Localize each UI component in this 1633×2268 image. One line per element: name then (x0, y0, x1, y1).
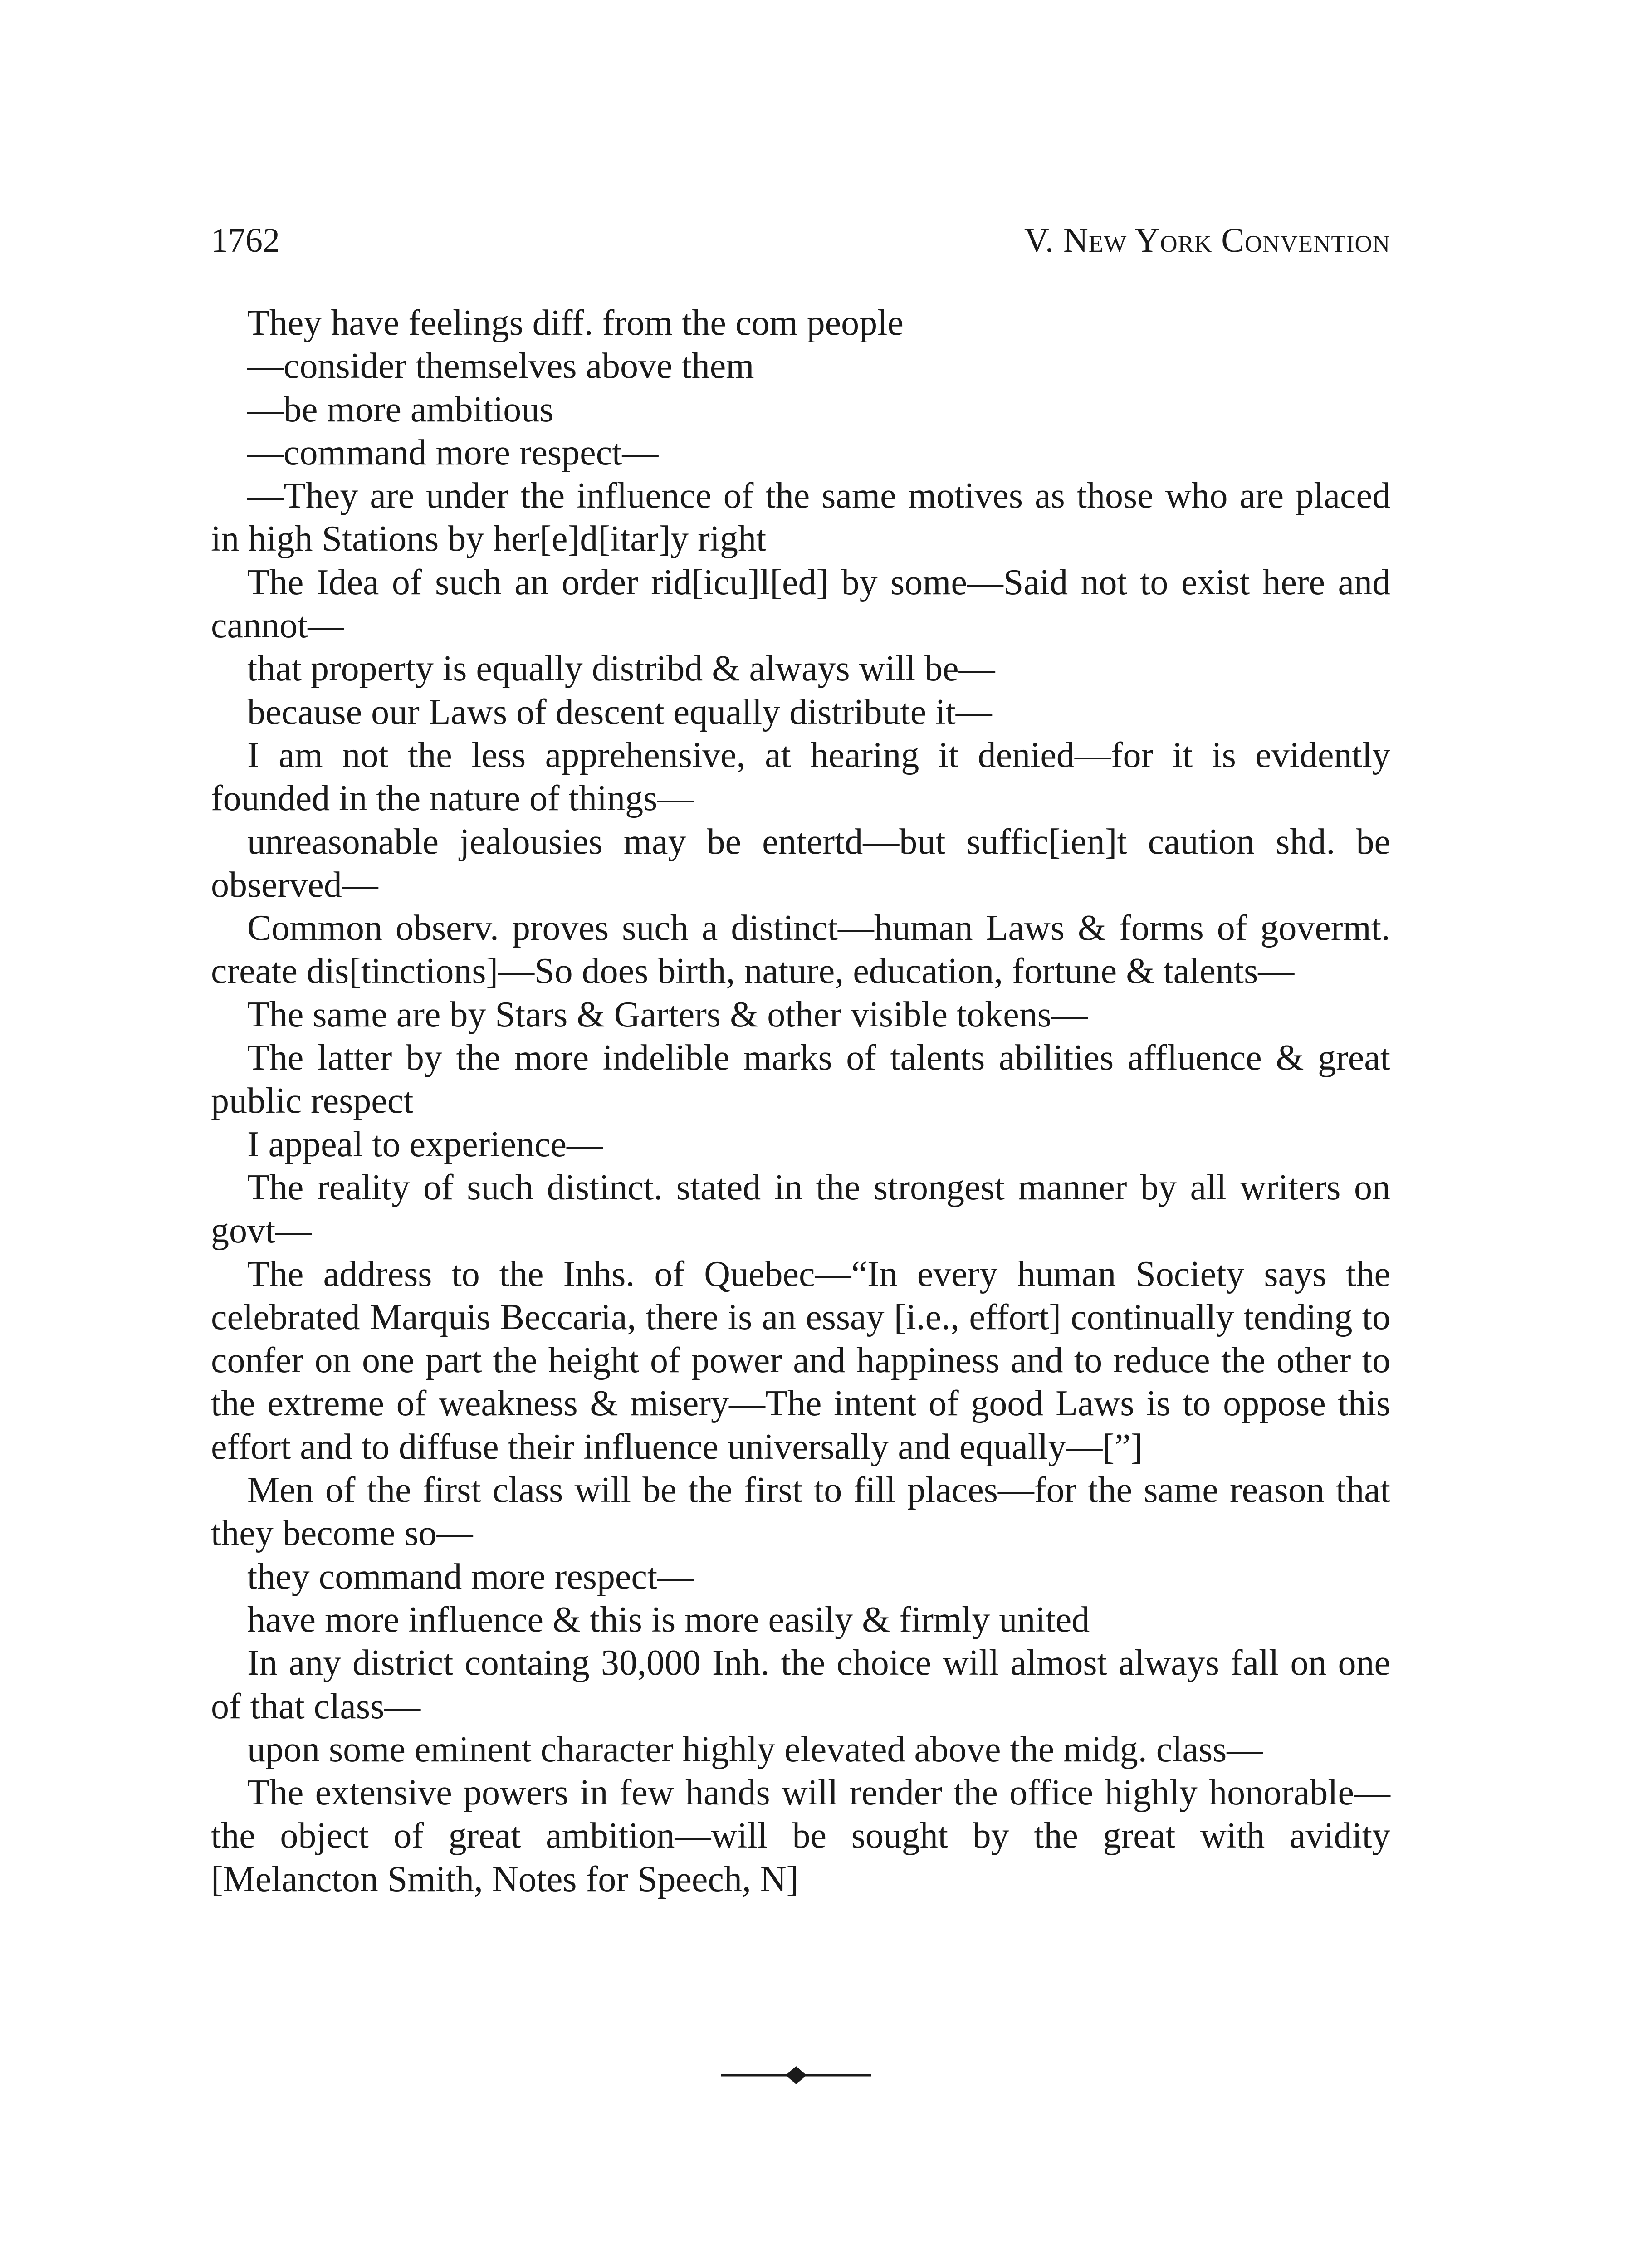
note-line-15: The reality of such distinct. stated in the strongest manner by all writers on govt— (211, 1167, 1390, 1251)
note-line-7: that property is equally distribd & always will be— (247, 649, 995, 689)
note-line-4: —command more respect— (247, 432, 659, 473)
note-line-11: Common observ. proves such a distinct—human Laws & forms of govermt. create dis[tinctions]—So does birth, nature, education, fortune & talents— (211, 908, 1390, 992)
note-line-12: The same are by Stars & Garters & other visible tokens— (247, 994, 1088, 1035)
section-title: V. New York Convention (1024, 221, 1390, 259)
note-line-14: I appeal to experience— (247, 1124, 603, 1164)
note-line-19: have more influence & this is more easily & firmly united (247, 1599, 1090, 1640)
note-line-8: because our Laws of descent equally distribute it— (247, 692, 992, 732)
note-line-22: The extensive powers in few hands will render the office highly honorable—the object of great ambition—will be sought by the great with avidity [Melancton Smith, Notes for Speech, N] (211, 1773, 1390, 1899)
note-line-17: Men of the first class will be the first to fill places—for the same reason that they become so— (211, 1470, 1390, 1554)
note-line-3: —be more ambitious (247, 389, 554, 430)
running-head (211, 213, 1390, 268)
quebec-address-quote: The address to the Inhs. of Quebec—“In every human Society says the celebrated Marquis Beccaria, there is an essay [i.e., effort] continually tending to confer on one part the height of power and happiness and to reduce the other to the extreme of weakness & misery—The intent of good Laws is to oppose this effort and to diffuse their influence universally and equally—[”] (211, 1254, 1390, 1467)
note-line-21: upon some eminent character highly elevated above the midg. class— (247, 1729, 1263, 1769)
note-line-20: In any district containg 30,000 Inh. the choice will almost always fall on one of that class— (211, 1643, 1390, 1726)
page-number: 1762 (211, 221, 280, 259)
notes-body (211, 302, 1390, 1901)
diamond-rule-icon (721, 2064, 871, 2087)
note-line-9: I am not the less apprehensive, at hearing it denied—for it is evidently founded in the nature of things— (211, 735, 1390, 819)
note-line-1: They have feelings diff. from the com people (247, 303, 904, 343)
note-line-18: they command more respect— (247, 1556, 694, 1597)
note-line-10: unreasonable jealousies may be entertd—but suffic[ien]t caution shd. be observed— (211, 821, 1390, 905)
note-line-2: —consider themselves above them (247, 346, 754, 386)
note-line-5: —They are under the influence of the same motives as those who are placed in high Stations by her[e]d[itar]y right (211, 476, 1390, 559)
note-line-13: The latter by the more indelible marks of talents abilities affluence & great public respect (211, 1038, 1390, 1121)
note-line-6: The Idea of such an order rid[icu]l[ed] by some—Said not to exist here and cannot— (211, 562, 1390, 646)
